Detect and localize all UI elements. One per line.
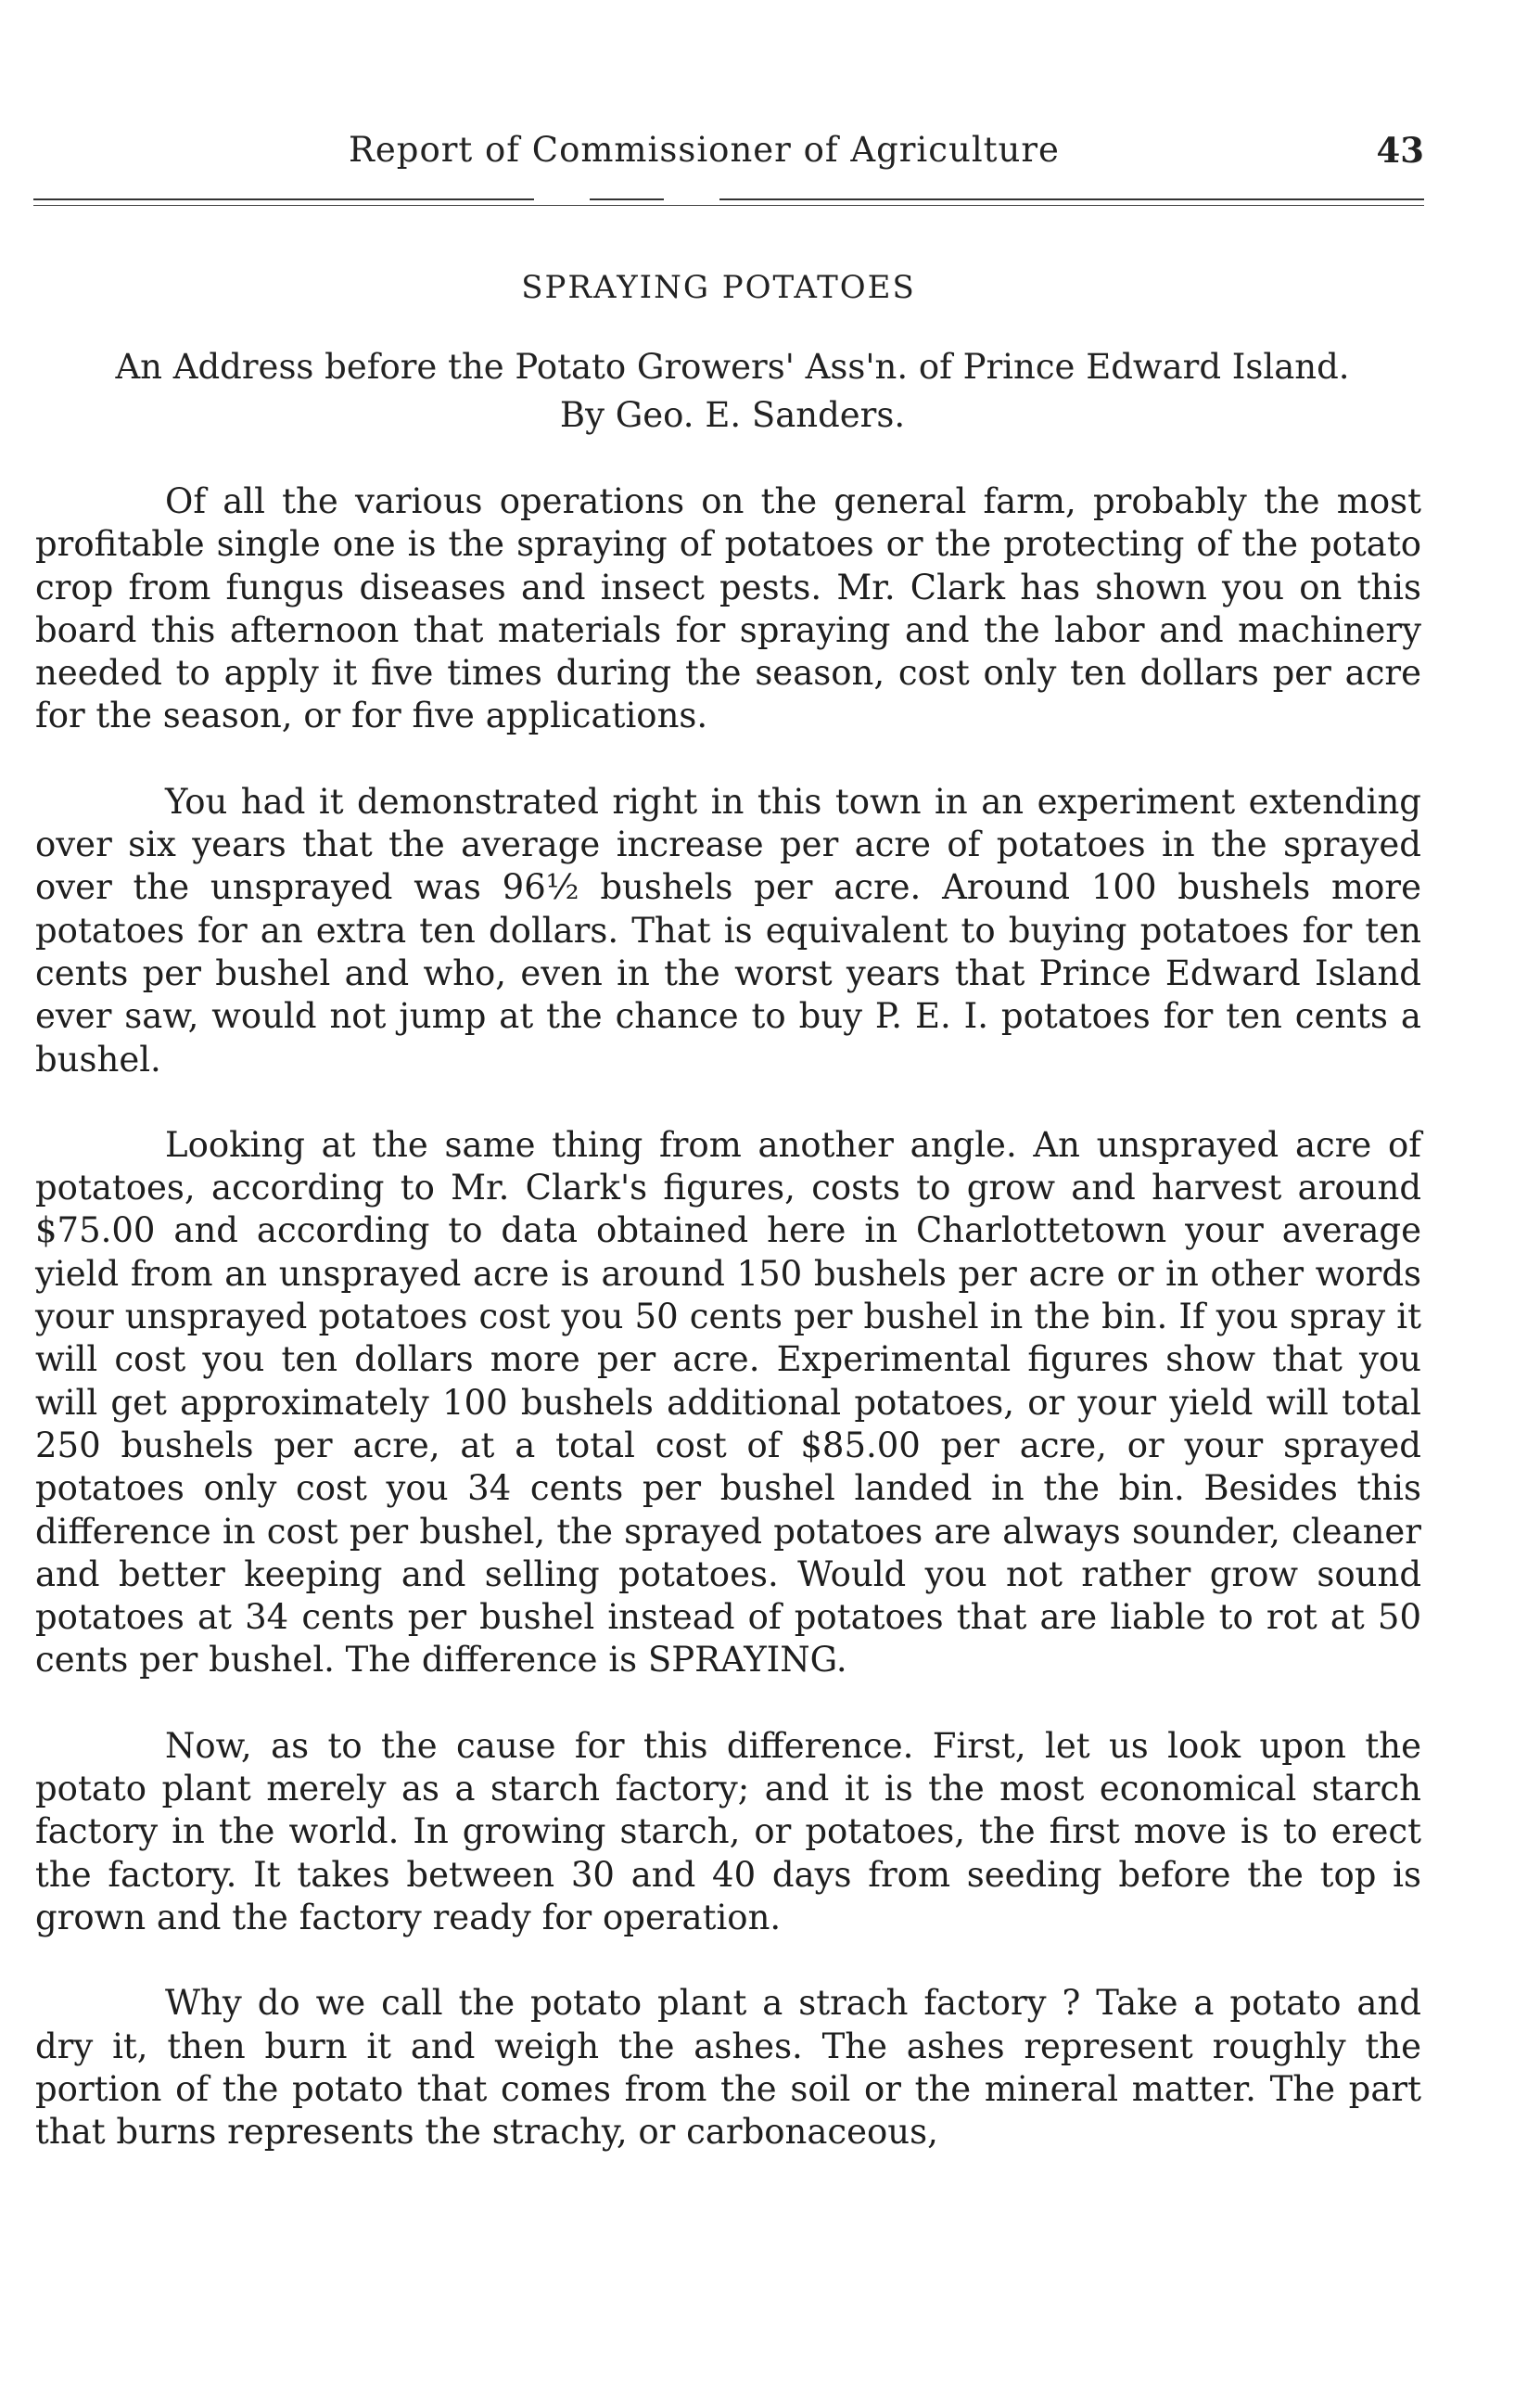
body-paragraph: Looking at the same thing from another angle. An unsprayed acre of potatoes, according to Mr. Clark's figures, costs to grow and harvest around $75.00 and according to data obtained here in Charlottetown your average yield from an unsprayed acre is around 150 bushels per acre or in other words your unsprayed potatoes cost you 50 cents per bushel in the bin. If you spray it will cost you ten dollars more per acre. Experimental figures show that you will get approximately 100 bushels additional potatoes, or your yield will total 250 bushels per acre, at a total cost of $85.00 per acre, or your sprayed potatoes only cost you 34 cents per bushel landed in the bin. Besides this difference in cost per bushel, the sprayed potatoes are always sounder, cleaner and better keeping and selling potatoes. Would you not rather grow sound potatoes at 34 cents per bushel instead of potatoes that are liable to rot at 50 cents per bushel. The difference is SPRAYING. bbox=[35, 1124, 1421, 1681]
article-byline-block bbox=[28, 343, 1437, 440]
header-rule-thin bbox=[33, 205, 1424, 206]
running-title: Report of Commissioner of Agriculture bbox=[349, 130, 1060, 170]
article-body bbox=[35, 480, 1421, 2196]
running-header bbox=[33, 130, 1424, 176]
body-paragraph: Why do we call the potato plant a strach factory ? Take a potato and dry it, then burn it and weigh the ashes. The ashes represent roughly the portion of the potato that comes from the soil or the mineral matter. The part that burns represents the strachy, or carbonaceous, bbox=[35, 1983, 1421, 2153]
header-rule bbox=[33, 198, 534, 200]
body-paragraph: Now, as to the cause for this difference. First, let us look upon the potato plant merely as a starch factory; and it is the most economical starch factory in the world. In growing starch, or potatoes, the first move is to erect the factory. It takes between 30 and 40 days from seeding before the top is grown and the factory ready for operation. bbox=[35, 1725, 1421, 1937]
header-rule bbox=[590, 198, 664, 200]
page-number: 43 bbox=[1376, 130, 1424, 171]
header-rule bbox=[719, 198, 1424, 200]
article-subtitle: An Address before the Potato Growers' Ass'n. of Prince Edward Island. bbox=[115, 347, 1350, 387]
body-paragraph: Of all the various operations on the general farm, probably the most profitable single one is the spraying of potatoes or the protecting of the potato crop from fungus diseases and insect pests. Mr. Clark has shown you on this board this afternoon that materials for spraying and the labor and machinery needed to apply it five times during the season, cost only ten dollars per acre for the season, or for five applications. bbox=[35, 481, 1421, 736]
body-paragraph: You had it demonstrated right in this town in an experiment extending over six years that the average increase per acre of potatoes in the sprayed over the unsprayed was 96½ bushels per acre. Around 100 bushels more potatoes for an extra ten dollars. That is equivalent to buying potatoes for ten cents per bushel and who, even in the worst years that Prince Edward Island ever saw, would not jump at the chance to buy P. E. I. potatoes for ten cents a bushel. bbox=[35, 781, 1421, 1080]
article-author: By Geo. E. Sanders. bbox=[559, 395, 906, 435]
article-title: SPRAYING POTATOES bbox=[521, 269, 916, 306]
